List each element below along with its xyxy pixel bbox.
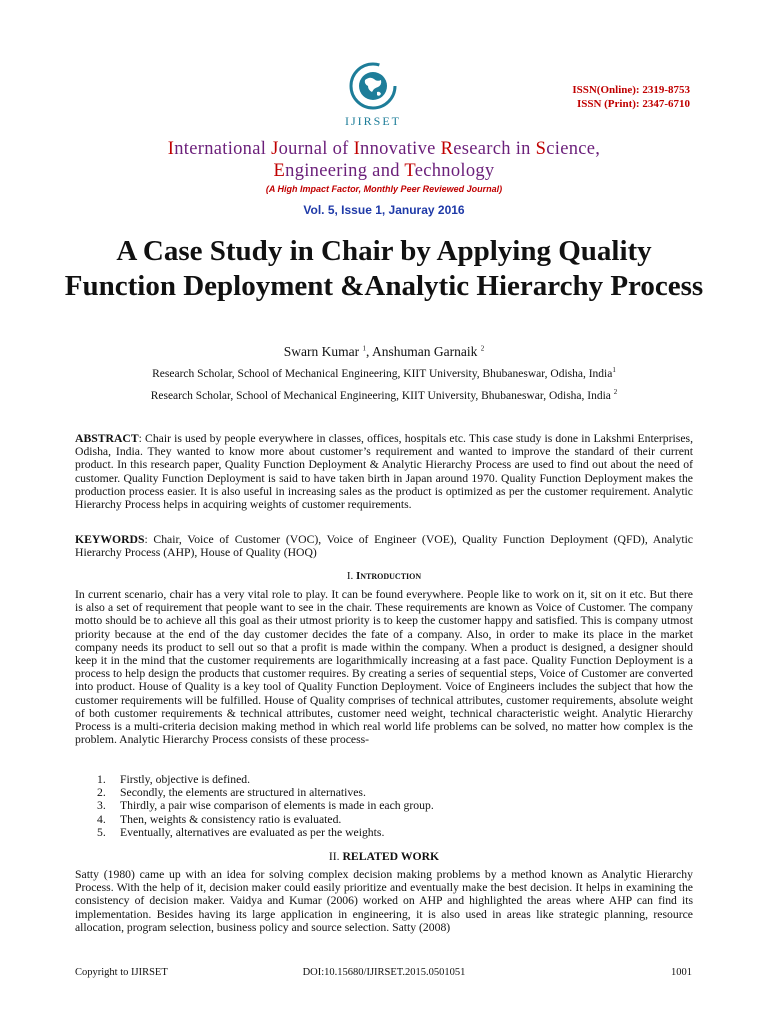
journal-name-part: R [440,139,454,159]
list-item [97,786,693,799]
related-work-text: Satty (1980) came up with an idea for solving complex decision making problems by a method known as Analytic Hierarchy Process. With the help of it, decision maker could easily prioritize and eventually make the best decision. It helps in examining the consistency of decision maker. Vaidya and Kumar (2006) worked on AHP and highlighted the areas where AHP can find its implementation. Besides having its large application in engineering, it is also used in areas like strategic planning, resource allocation, program selection, business policy and source selection. Satty (2008) [75,868,693,934]
journal-name-line2 [0,160,768,182]
journal-logo [333,56,413,126]
list-number: 5. [97,825,106,839]
affiliation-index: 1 [612,366,616,375]
journal-name-part: esearch in [453,139,536,159]
paper-title: A Case Study in Chair by Applying Quality Function Deployment &Analytic Hierarchy Process [64,235,704,302]
logo-text: IJIRSET [345,114,401,128]
journal-name-part: echnology [414,161,495,181]
list-item [97,813,693,826]
journal-name-part: E [273,161,286,181]
list-text: Eventually, alternatives are evaluated as per the weights. [120,825,385,839]
journal-name-part: ournal of [278,139,354,159]
section-heading [0,570,768,582]
journal-name [0,138,768,182]
list-item [97,799,693,812]
journal-name-part: cience, [546,139,601,159]
affiliation [0,390,768,402]
list-item [97,826,693,839]
journal-name-part: S [535,139,547,159]
list-item [97,773,693,786]
list-text: Thirdly, a pair wise comparison of elements is made in each group. [120,799,434,813]
globe-icon [333,56,413,116]
ahp-process-list [97,773,693,839]
affiliation-text: Research Scholar, School of Mechanical Engineering, KIIT University, Bhubaneswar, Odisha, India [152,368,613,380]
keywords-label: KEYWORDS [75,533,145,546]
journal-name-line1 [0,138,768,160]
journal-name-part: nternational [174,139,272,159]
abstract-label: ABSTRACT [75,432,139,445]
list-number: 3. [97,799,106,813]
page-number: 1001 [671,967,692,978]
journal-name-part: T [404,161,415,181]
journal-name-part: I [353,139,361,159]
author-separator: , [365,344,372,359]
section-title: RELATED WORK [342,850,440,863]
volume-issue: Vol. 5, Issue 1, Januray 2016 [303,203,465,217]
abstract-text: : Chair is used by people everywhere in classes, offices, hospitals etc. This case study is done in Lakshmi Enterprises, Odisha, India. They wanted to know more about customer’s requirement and wanted to improve the standard of their current product. In this research paper, Quality Function Deployment & Analytic Hierarchy Process are used to find out about the need of customer. Quality Function Deployment is said to have taken birth in Japan around 1970. Quality Function Deployment makes the production process easier. It is also useful in increasing sales as the product is optimized as per the customer requirement. Analytic Hierarchy Process helps in acquiring weights of customer requirements. [75,432,693,512]
author-name: Swarn Kumar [283,344,360,359]
affiliation-index: 2 [613,388,618,397]
journal-name-part: J [271,139,279,159]
issn-print: ISSN (Print): 2347-6710 [576,98,690,110]
journal-name-part: nnovative [360,139,441,159]
list-text: Firstly, objective is defined. [120,773,251,786]
introduction-text: In current scenario, chair has a very vital role to play. It can be found everywhere. People like to work on it, sit on it etc. But there is also a set of requirement that people want to see in the chair. These requirements are known as Voice of Customer. The company motto should be to achieve all this goal as their utmost priority is to keep the customer happy and satisfied. This is company utmost priority because at the end of the day customer decides the fate of a company. Also, in order to make its place in the market company needs its product to sell out so that a profit is made within the company. When a product is designed, a designer should keep it in the mind that the customer requirements are logarithmically increasing at a fast pace. Quality Function Deployment is a process to help design the products that customer requires. By creating a series of sequential steps, Voice of Customer are converted into product. House of Quality is a key tool of Quality Function Deployment. Voice of Engineers includes the subject that how the customer requirements will be fulfilled. House of Quality comprises of technical attributes, customer requirements, absolute weight of both customer requirements & technical attributes, customer need weight, technical characteristic weight. Analytic Hierarchy Process is a multi-criteria decision making method in which real world life problems can be solved, no matter how complex is the problem. Analytic Hierarchy Process consists of these process- [75,588,693,747]
journal-name-part: ngineering and [285,161,405,181]
affiliation [0,368,768,380]
keywords [75,533,693,559]
list-number: 2. [97,786,106,800]
author-affiliation-index: 1 [362,344,366,353]
affiliation-text: Research Scholar, School of Mechanical Engineering, KIIT University, Bhubaneswar, Odisha, India [150,390,611,402]
journal-name-part: I [167,139,175,159]
abstract [75,432,693,511]
issn-block [572,83,690,111]
section-title: Introduction [355,570,422,582]
section-number: II. [328,850,343,863]
authors [0,344,768,360]
list-number: 1. [97,773,106,786]
issn-online: ISSN(Online): 2319-8753 [572,84,690,96]
journal-tagline: (A High Impact Factor, Monthly Peer Reviewed Journal) [265,184,503,194]
footer-copyright: Copyright to IJIRSET [75,967,168,978]
author-name: Anshuman Garnaik [372,344,478,359]
list-number: 4. [97,812,106,826]
author-affiliation-index: 2 [480,344,485,353]
footer-doi: DOI:10.15680/IJIRSET.2015.0501051 [302,967,466,978]
section-heading [0,850,768,863]
section-number: I. [346,570,356,582]
list-text: Then, weights & consistency ratio is evaluated. [120,812,342,826]
list-text: Secondly, the elements are structured in alternatives. [120,786,366,800]
keywords-text: : Chair, Voice of Customer (VOC), Voice of Engineer (VOE), Quality Function Deployment (QFD), Analytic Hierarchy Process (AHP), House of Quality (HOQ) [75,533,693,560]
